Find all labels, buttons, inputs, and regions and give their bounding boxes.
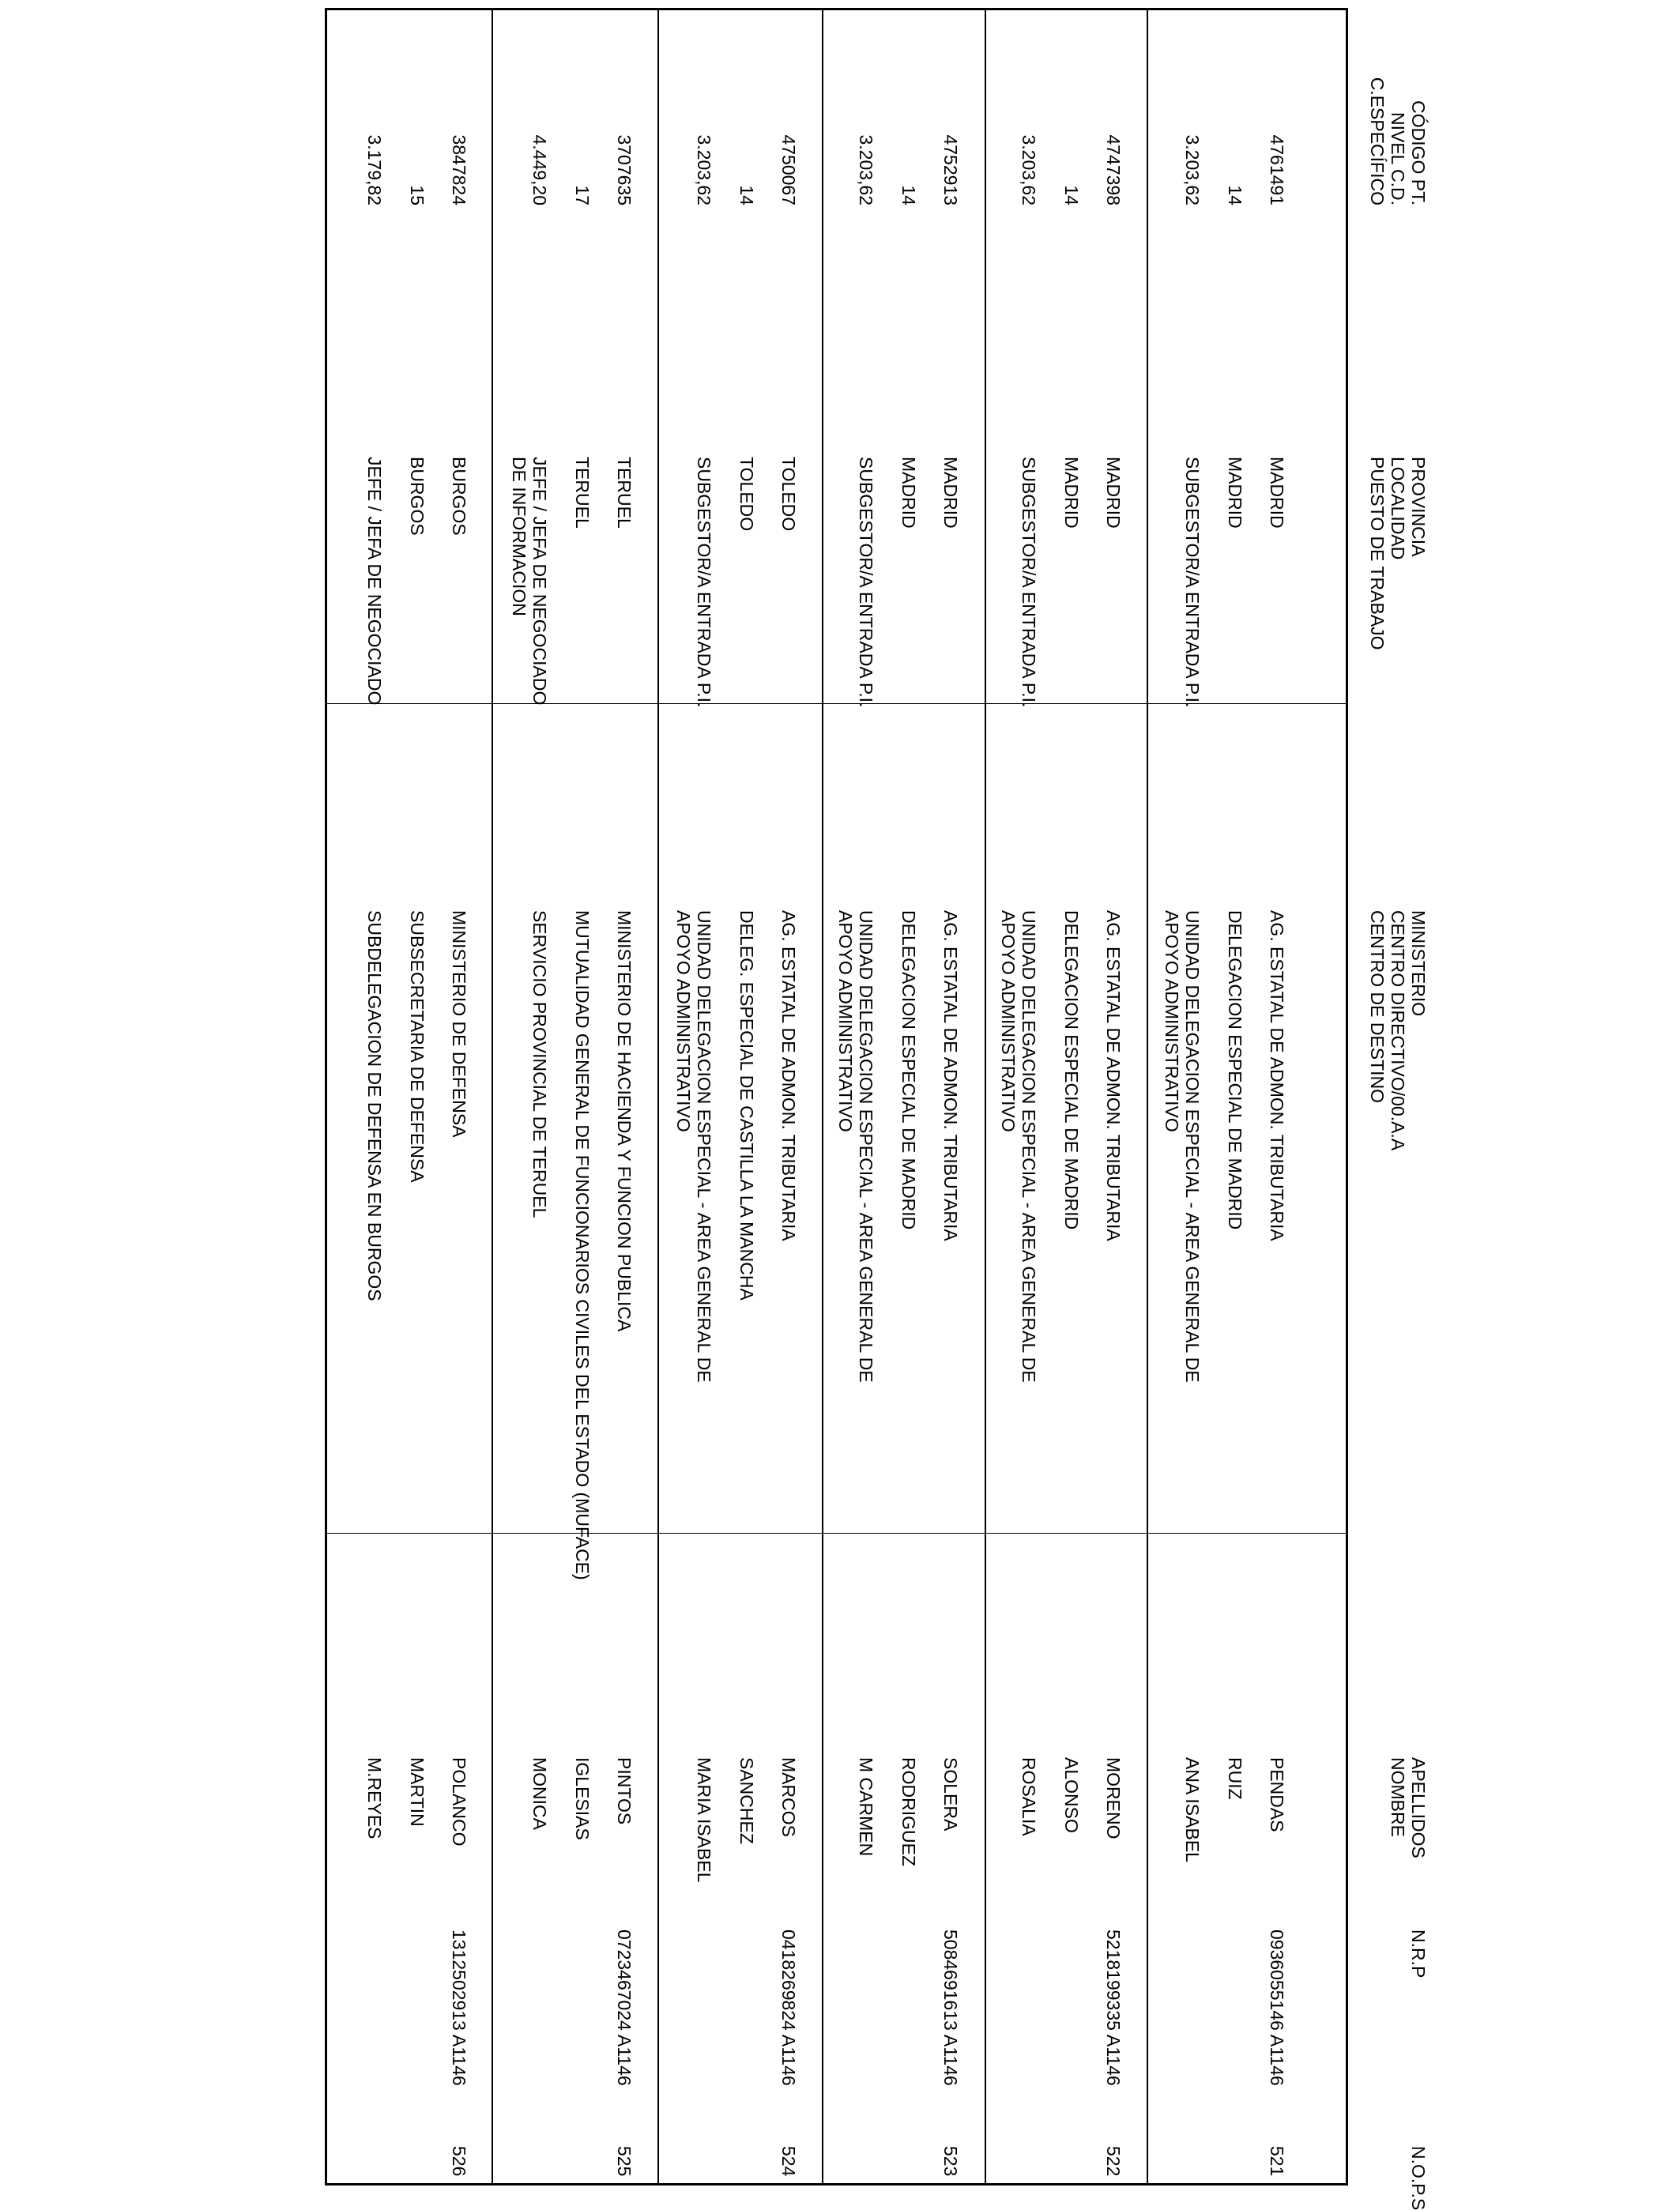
codigo: 3847824 [449,134,469,205]
row-divider [657,8,659,2186]
nivel: 17 [572,185,593,205]
provincia: MADRID [1103,457,1124,529]
centro-directivo: SUBSECRETARIA DE DEFENSA [407,910,428,1183]
especifico: 3.203,62 [856,134,876,205]
centro-destino: UNIDAD DELEGACION ESPECIAL - AREA GENERAL DE APOYO ADMINISTRATIVO [1162,910,1203,1383]
codigo: 4761491 [1267,134,1287,205]
puesto: JEFE / JEFA DE NEGOCIADO DE INFORMACION [509,457,550,706]
nivel: 14 [898,185,919,205]
centro-directivo: MUTUALIDAD GENERAL DE FUNCIONARIOS CIVILES DEL ESTADO (MUFACE) [572,910,593,1580]
codigo: 3707635 [614,134,635,205]
puesto: SUBGESTOR/A ENTRADA P.I. [1182,457,1203,708]
ministerio: AG. ESTATAL DE ADMON. TRIBUTARIA [1103,910,1124,1241]
nrp: 5218199335 A1146 [1103,1930,1124,2086]
centro-destino: UNIDAD DELEGACION ESPECIAL - AREA GENERAL DE APOYO ADMINISTRATIVO [673,910,714,1383]
nombre: MONICA [529,1757,550,1830]
ministerio: MINISTERIO DE HACIENDA Y FUNCION PUBLICA [614,910,635,1332]
localidad: MADRID [1225,457,1245,529]
apellido-2: MARTIN [407,1757,428,1827]
header-apellidos-nombre: APELLIDOS NOMBRE [1388,1757,1429,1858]
apellido-1: POLANCO [449,1757,469,1847]
codigo: 4752913 [940,134,961,205]
nombre: M CARMEN [856,1757,876,1857]
nivel: 14 [1061,185,1082,205]
ministerio: AG. ESTATAL DE ADMON. TRIBUTARIA [940,910,961,1241]
puesto: SUBGESTOR/A ENTRADA P.I. [1019,457,1039,708]
apellido-1: MORENO [1103,1757,1124,1839]
provincia: MADRID [940,457,961,529]
nombre: ANA ISABEL [1182,1757,1203,1862]
apellido-1: PINTOS [614,1757,635,1825]
centro-destino: SERVICIO PROVINCIAL DE TERUEL [529,910,550,1218]
localidad: MADRID [1061,457,1082,529]
apellido-2: RODRIGUEZ [898,1757,919,1866]
especifico: 3.203,62 [1182,134,1203,205]
nrp: 0723467024 A1146 [614,1930,635,2086]
puesto: SUBGESTOR/A ENTRADA P.I. [856,457,876,708]
centro-destino: UNIDAD DELEGACION ESPECIAL - AREA GENERAL DE APOYO ADMINISTRATIVO [998,910,1039,1383]
provincia: BURGOS [449,457,469,536]
row-divider [1147,8,1148,2186]
puesto: SUBGESTOR/A ENTRADA P.I. [694,457,714,708]
nops: 522 [1103,2146,1124,2177]
nivel: 15 [407,185,428,205]
header-ministerio-centro: MINISTERIO CENTRO DIRECTIVO/00.A.A CENTRO DE DESTINO [1367,910,1429,1151]
row-divider [492,8,493,2186]
apellido-2: IGLESIAS [572,1757,593,1840]
header-codigo-nivel-especifico: CÓDIGO PT. NIVEL C.D. C.ESPECÍFICO [1367,77,1429,205]
codigo: 4750067 [778,134,799,205]
centro-directivo: DELEGACION ESPECIAL DE MADRID [1061,910,1082,1230]
apellido-2: RUIZ [1225,1757,1245,1800]
nops: 521 [1267,2146,1287,2177]
nops: 524 [778,2146,799,2177]
centro-destino: SUBDELEGACION DE DEFENSA EN BURGOS [364,910,385,1301]
especifico: 3.203,62 [1019,134,1039,205]
nops: 525 [614,2146,635,2177]
nops: 526 [449,2146,469,2177]
localidad: TERUEL [572,457,593,529]
header-provincia-localidad-puesto: PROVINCIA LOCALIDAD PUESTO DE TRABAJO [1367,457,1429,650]
ministerio: AG. ESTATAL DE ADMON. TRIBUTARIA [778,910,799,1241]
apellido-2: SANCHEZ [736,1757,757,1844]
row-divider [822,8,823,2186]
row-divider [985,8,986,2186]
ministerio: AG. ESTATAL DE ADMON. TRIBUTARIA [1267,910,1287,1241]
nops: 523 [940,2146,961,2177]
provincia: TERUEL [614,457,635,529]
apellido-1: PENDAS [1267,1757,1287,1832]
apellido-2: ALONSO [1061,1757,1082,1833]
ministerio: MINISTERIO DE DEFENSA [449,910,469,1138]
localidad: BURGOS [407,457,428,536]
nrp: 5084691613 A1146 [940,1930,961,2086]
codigo: 4747398 [1103,134,1124,205]
nrp: 0936055146 A1146 [1267,1930,1287,2086]
header-nrp: N.R.P [1408,1930,1429,1978]
nivel: 14 [736,185,757,205]
nivel: 14 [1225,185,1245,205]
centro-directivo: DELEGACION ESPECIAL DE MADRID [898,910,919,1230]
localidad: MADRID [898,457,919,529]
provincia: TOLEDO [778,457,799,532]
apellido-1: SOLERA [940,1757,961,1832]
especifico: 4.449,20 [529,134,550,205]
especifico: 3.179,82 [364,134,385,205]
provincia: MADRID [1267,457,1287,529]
header-nops: N.O.P.S [1408,2146,1429,2210]
nombre: M.REYES [364,1757,385,1839]
column-divider [325,1533,1348,1534]
apellido-1: MARCOS [778,1757,799,1837]
nrp: 1312502913 A1146 [449,1930,469,2086]
centro-destino: UNIDAD DELEGACION ESPECIAL - AREA GENERAL DE APOYO ADMINISTRATIVO [835,910,876,1383]
localidad: TOLEDO [736,457,757,532]
centro-directivo: DELEGACION ESPECIAL DE MADRID [1225,910,1245,1230]
nrp: 0418269824 A1146 [778,1930,799,2086]
puesto: JEFE / JEFA DE NEGOCIADO [364,457,385,706]
especifico: 3.203,62 [694,134,714,205]
nombre: MARIA ISABEL [694,1757,714,1883]
nombre: ROSALIA [1019,1757,1039,1836]
centro-directivo: DELEG. ESPECIAL DE CASTILLA LA MANCHA [736,910,757,1301]
